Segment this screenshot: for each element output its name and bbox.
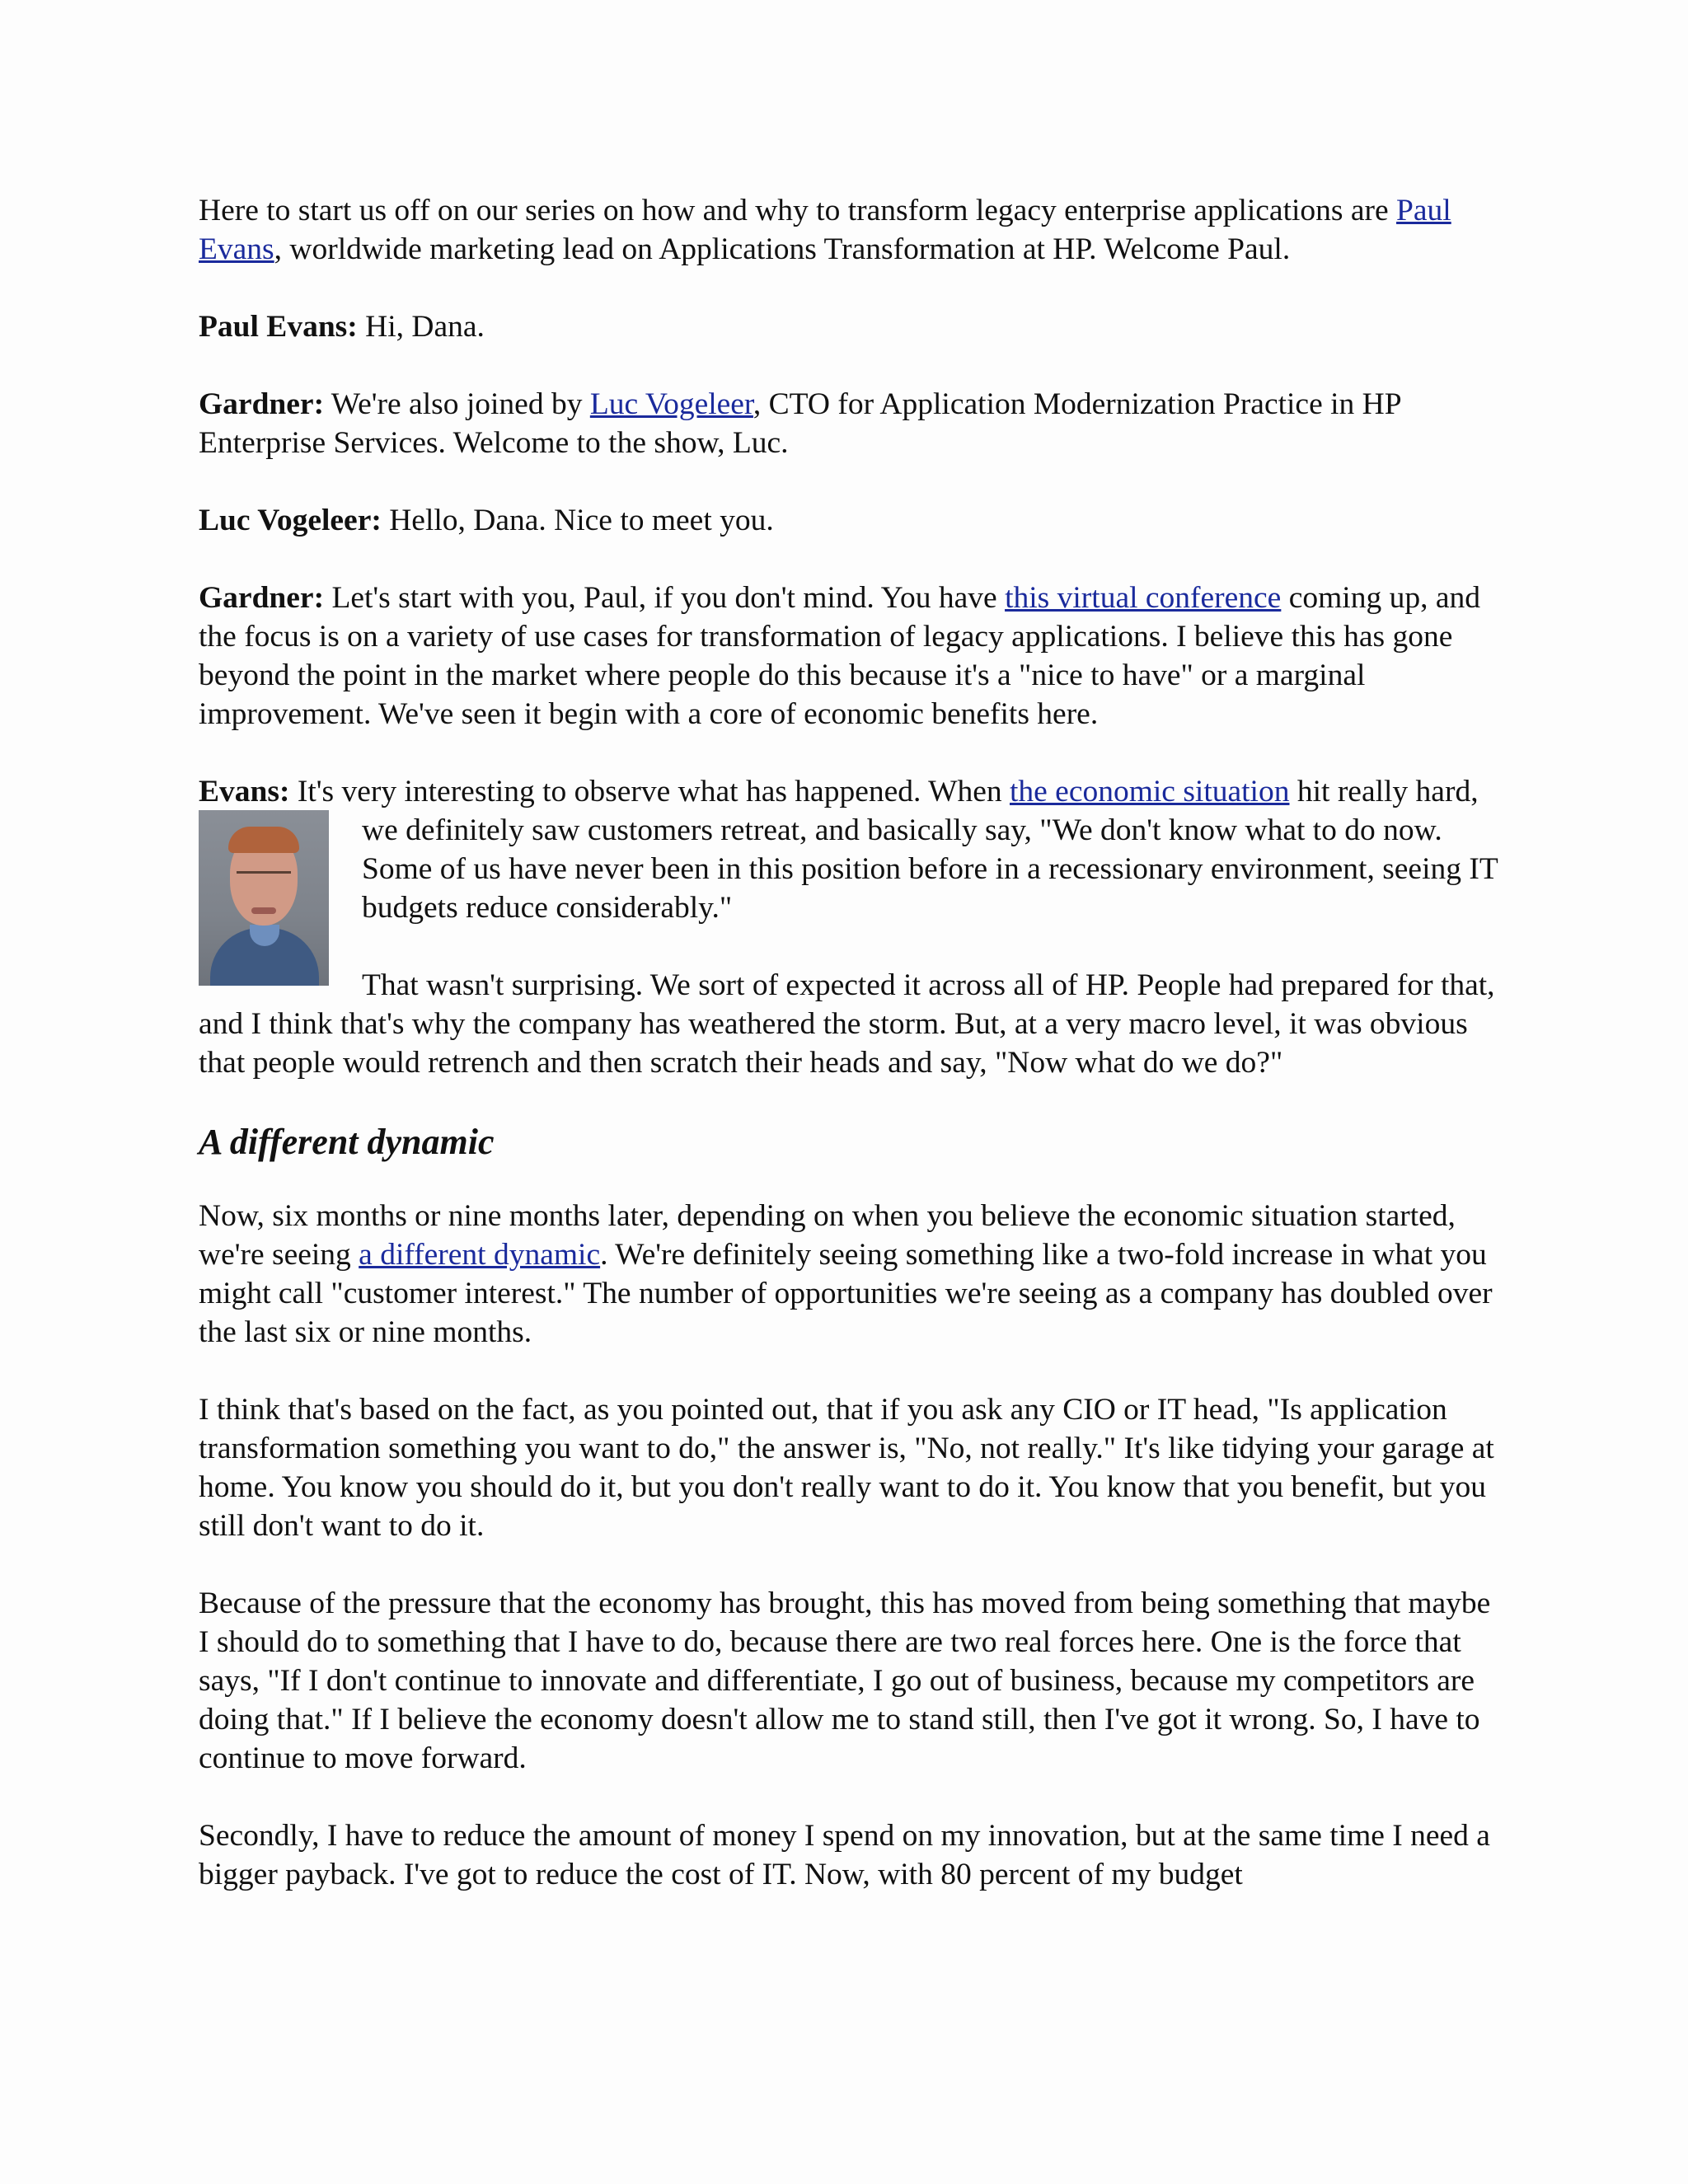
paragraph-gardner-question	[199, 579, 1501, 733]
paragraph-gardner-intro-luc	[199, 385, 1501, 462]
paragraph-luc-hello	[199, 501, 1501, 540]
paragraph-text: hit really hard, we definitely saw customers retreat, and basically say, "We don't know what to do now. Some of us have never been in this position before in a recessionary environment, seeing IT budgets reduce considerably."	[362, 775, 1498, 925]
speaker-name: Luc Vogeleer:	[199, 504, 382, 537]
paragraph-text: . We're definitely seeing something like a two-fold increase in what you might call "customer interest." The number of opportunities we're seeing as a company has doubled over the last six or nine months.	[199, 1238, 1493, 1349]
portrait-mouth	[251, 907, 276, 914]
link-virtual-conference[interactable]: this virtual conference	[1005, 581, 1282, 615]
paragraph-evans-answer	[199, 772, 1501, 927]
paragraph-secondly	[199, 1816, 1501, 1894]
paragraph-intro	[199, 191, 1501, 269]
paragraph-text: We're also joined by	[324, 387, 590, 421]
paragraph-text: Because of the pressure that the economy has brought, this has moved from being something that maybe I should do to something that I have to do, because there are two real forces here. One is the force that says, "If I don't continue to innovate and differentiate, I go out of business, because my competitors are doing that." If I believe the economy doesn't allow me to stand still, then I've got it wrong. So, I have to continue to move forward.	[199, 1586, 1491, 1775]
link-different-dynamic[interactable]: a different dynamic	[359, 1238, 601, 1272]
portrait-glasses	[237, 871, 291, 887]
paragraph-different-dynamic	[199, 1197, 1501, 1352]
paragraph-text: Hi, Dana.	[357, 310, 485, 344]
paragraph-economy-pressure	[199, 1584, 1501, 1778]
paragraph-evans-hi	[199, 307, 1501, 346]
paragraph-evans-continued	[199, 966, 1501, 1082]
paragraph-text: Hello, Dana. Nice to meet you.	[381, 504, 774, 537]
speaker-name: Evans:	[199, 775, 290, 808]
paragraph-cio-question	[199, 1390, 1501, 1545]
paragraph-text: Here to start us off on our series on how and why to transform legacy enterprise applications are	[199, 194, 1397, 227]
speaker-name: Gardner:	[199, 387, 325, 421]
paragraph-text: That wasn't surprising. We sort of expected it across all of HP. People had prepared for that, and I think that's why the company has weathered the storm. But, at a very macro level, it was obvious that people would retrench and then scratch their heads and say, "Now what do we do?"	[199, 968, 1495, 1080]
paragraph-text: It's very interesting to observe what has happened. When	[289, 775, 1010, 808]
link-economic-situation[interactable]: the economic situation	[1009, 775, 1290, 808]
speaker-name: Paul Evans:	[199, 310, 358, 344]
speaker-name: Gardner:	[199, 581, 325, 615]
paragraph-text: Now, six months or nine months later, depending on when you believe the economic situation started, we're seeing	[199, 1199, 1456, 1272]
paragraph-text: I think that's based on the fact, as you pointed out, that if you ask any CIO or IT head, "Is application transformation something you want to do," the answer is, "No, not really." It's like tidying your garage at home. You know you should do it, but you don't really want to do it. You know that you benefit, but you still don't want to do it.	[199, 1393, 1494, 1543]
paragraph-text: Secondly, I have to reduce the amount of money I spend on my innovation, but at the same time I need a bigger payback. I've got to reduce the cost of IT. Now, with 80 percent of my budget	[199, 1819, 1490, 1891]
link-luc-vogeleer[interactable]: Luc Vogeleer	[589, 387, 753, 421]
section-heading: A different dynamic	[199, 1122, 495, 1162]
paragraph-text: , CTO for Application Modernization Practice in HP Enterprise Services. Welcome to the show, Luc.	[199, 387, 1401, 460]
paragraph-text: , worldwide marketing lead on Applications Transformation at HP. Welcome Paul.	[274, 232, 1291, 266]
article-body	[199, 191, 1501, 1933]
portrait-hair	[228, 827, 299, 853]
paragraph-text: coming up, and the focus is on a variety of use cases for transformation of legacy applications. I believe this has gone beyond the point in the market where people do this because it's a "nice to have" or a marginal improvement. We've seen it begin with a core of economic benefits here.	[199, 581, 1480, 731]
paragraph-text: Let's start with you, Paul, if you don't mind. You have	[324, 581, 1006, 615]
link-paul-evans[interactable]: Paul Evans	[199, 194, 1451, 266]
portrait-photo	[199, 810, 329, 986]
